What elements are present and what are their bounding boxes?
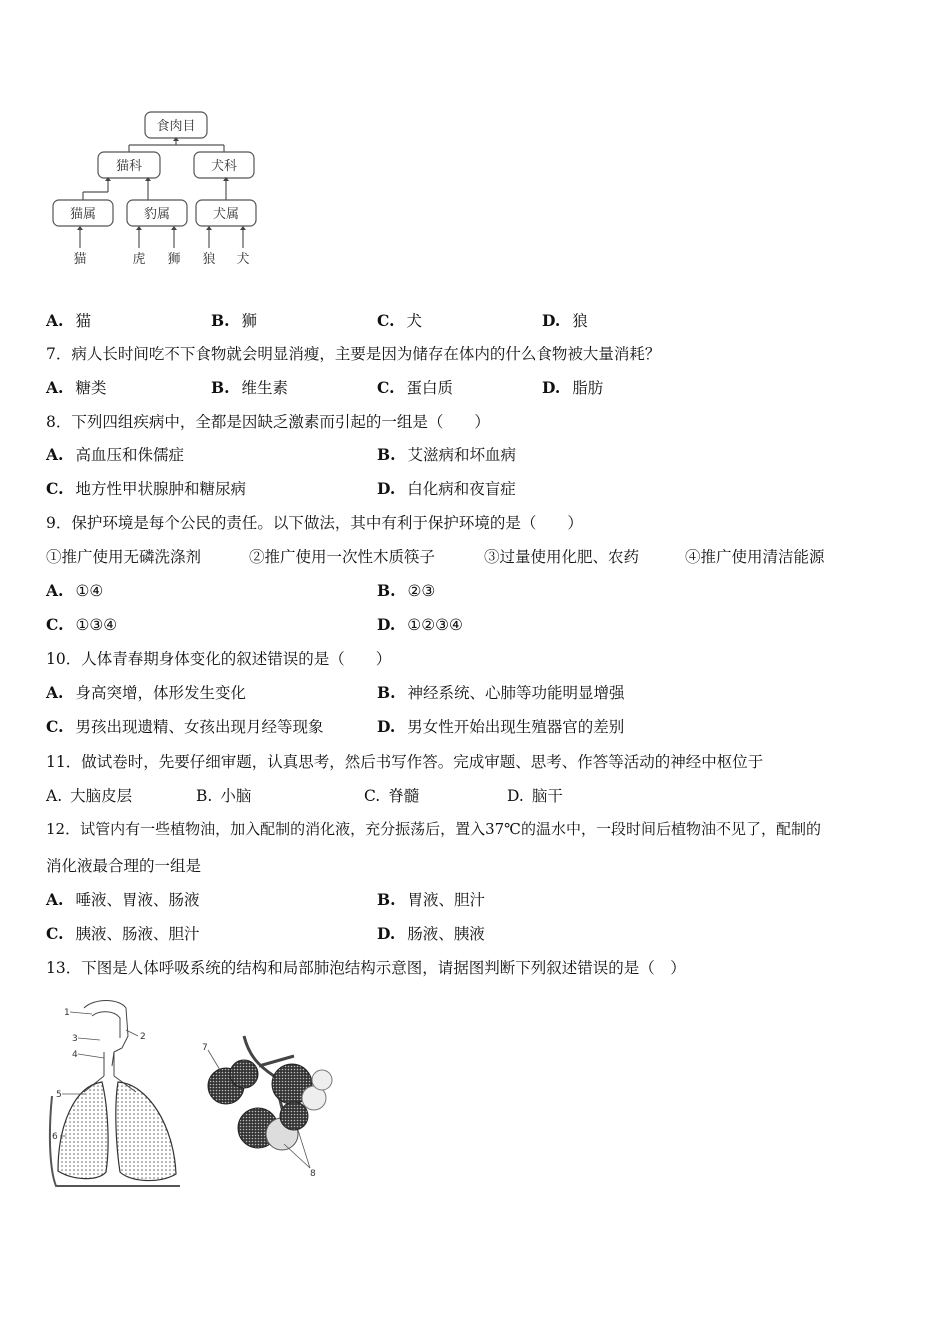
- figure-label-2: 2: [140, 1032, 146, 1042]
- q9-option-a-label: A.: [46, 581, 64, 600]
- q9-option-b: [377, 581, 435, 601]
- q12-option-a: [46, 890, 199, 910]
- tree-genus-panthera-label: 豹属: [143, 207, 171, 222]
- q8-option-d-text: 白化病和夜盲症: [407, 480, 516, 498]
- q9-item-4: ④推广使用清洁能源: [685, 548, 825, 566]
- q12-option-a-text: 唾液、胃液、肠液: [75, 891, 200, 909]
- q7-option-c-label: C.: [377, 378, 395, 397]
- q12-stem-line2: 消化液最合理的一组是: [46, 857, 202, 875]
- q11-option-b-label: B.: [196, 787, 213, 805]
- q12-option-d: [377, 924, 485, 944]
- q6-option-a-text: 猫: [75, 312, 91, 330]
- q11-option-c: [364, 786, 419, 806]
- q6-option-b-text: 狮: [241, 312, 258, 330]
- q7-stem: 7．病人长时间吃不下食物就会明显消瘦，主要是因为储存在体内的什么食物被大量消耗？: [46, 345, 661, 363]
- figure-label-6: 6: [52, 1132, 58, 1142]
- q11-option-a: [46, 786, 132, 806]
- q12-option-c-label: C.: [46, 924, 64, 943]
- taxonomy-tree-figure: [48, 108, 263, 268]
- tree-family-cat-label: 猫科: [115, 159, 143, 174]
- q12-option-b: [377, 890, 485, 910]
- q10-stem: 10．人体青春期身体变化的叙述错误的是（ ）: [46, 650, 392, 668]
- q6-option-c-text: 犬: [406, 312, 422, 330]
- q11-option-d: [507, 786, 563, 806]
- q7-option-d-text: 脂肪: [572, 379, 604, 397]
- q7-option-b-label: B.: [211, 378, 230, 397]
- q11-option-d-label: D.: [507, 787, 524, 805]
- q10-option-d-label: D.: [377, 717, 396, 736]
- q9-option-c-text: ①③④: [75, 616, 118, 634]
- q13-stem: 13．下图是人体呼吸系统的结构和局部肺泡结构示意图，请据图判断下列叙述错误的是（ ）: [46, 959, 686, 977]
- q8-option-b: [377, 445, 516, 465]
- q12-option-c-text: 胰液、肠液、胆汁: [75, 925, 200, 943]
- q6-option-b: [211, 311, 257, 331]
- q7-option-a-label: A.: [46, 378, 64, 397]
- tree-species-cat: 猫: [73, 252, 87, 267]
- figure-label-1: 1: [64, 1008, 70, 1018]
- respiratory-system-figure: [44, 996, 344, 1196]
- tree-species-wolf: 狼: [202, 252, 216, 267]
- q10-option-d-text: 男女性开始出现生殖器官的差别: [407, 718, 625, 736]
- q10-option-b-label: B.: [377, 683, 396, 702]
- tree-genus-canis-label: 犬属: [212, 207, 240, 222]
- q8-option-a-text: 高血压和侏儒症: [75, 446, 184, 464]
- q12-option-a-label: A.: [46, 890, 64, 909]
- q8-option-b-text: 艾滋病和坏血病: [407, 446, 517, 464]
- q12-stem-line1: 12．试管内有一些植物油，加入配制的消化液，充分振荡后，置入37℃的温水中，一段时间后植物油不见了，配制的: [46, 820, 821, 838]
- q10-option-c-text: 男孩出现遗精、女孩出现月经等现象: [75, 718, 324, 736]
- q6-option-a-label: A.: [46, 311, 64, 330]
- q11-option-a-text: 大脑皮层: [70, 787, 133, 805]
- alveoli-drawing: [208, 1036, 332, 1150]
- q6-option-a: [46, 311, 91, 331]
- q9-option-d: [377, 615, 463, 635]
- q8-option-c-label: C.: [46, 479, 64, 498]
- q11-stem: 11．做试卷时，先要仔细审题，认真思考，然后书写作答。完成审题、思考、作答等活动的神经中枢位于: [46, 753, 764, 771]
- q9-stem: 9．保护环境是每个公民的责任。以下做法，其中有利于保护环境的是（ ）: [46, 514, 583, 532]
- q9-item-3: ③过量使用化肥、农药: [484, 548, 640, 566]
- figure-label-5: 5: [56, 1090, 62, 1100]
- q7-option-d: [542, 378, 603, 398]
- q7-option-b-text: 维生素: [241, 379, 289, 397]
- q12-option-c: [46, 924, 199, 944]
- q9-item-1: ①推广使用无磷洗涤剂: [46, 548, 202, 566]
- q9-option-c-label: C.: [46, 615, 64, 634]
- q10-option-a: [46, 683, 246, 703]
- q9-option-a: [46, 581, 103, 601]
- q11-option-b-text: 小脑: [220, 787, 252, 805]
- q12-option-d-text: 肠液、胰液: [407, 925, 485, 943]
- q8-option-d: [377, 479, 516, 499]
- tree-species-dog: 犬: [236, 252, 250, 267]
- q12-option-b-text: 胃液、胆汁: [407, 891, 486, 909]
- q8-option-a-label: A.: [46, 445, 64, 464]
- q8-stem: 8．下列四组疾病中，全都是因缺乏激素而引起的一组是（ ）: [46, 413, 490, 431]
- left-lung-drawing: [58, 1082, 108, 1179]
- q10-option-b: [377, 683, 625, 703]
- q9-option-d-text: ①②③④: [407, 616, 463, 634]
- tree-genus-cat-label: 猫属: [69, 207, 97, 222]
- q7-option-a-text: 糖类: [75, 379, 107, 397]
- q11-option-c-label: C.: [364, 787, 381, 805]
- q11-option-c-text: 脊髓: [388, 787, 420, 805]
- q9-option-a-text: ①④: [75, 582, 104, 600]
- tree-family-dog-label: 犬科: [210, 159, 238, 174]
- q8-option-a: [46, 445, 184, 465]
- q7-option-b: [211, 378, 288, 398]
- figure-label-7: 7: [202, 1043, 208, 1053]
- q12-option-d-label: D.: [377, 924, 396, 943]
- q6-option-d-text: 狼: [572, 312, 588, 330]
- q10-option-a-text: 身高突增，体形发生变化: [75, 684, 246, 702]
- q9-option-b-label: B.: [377, 581, 396, 600]
- figure-label-3: 3: [72, 1034, 78, 1044]
- q12-option-b-label: B.: [377, 890, 396, 909]
- figure-label-8: 8: [310, 1169, 316, 1179]
- q11-option-d-text: 脑干: [531, 787, 563, 805]
- q11-option-b: [196, 786, 251, 806]
- q10-option-c-label: C.: [46, 717, 64, 736]
- q7-option-d-label: D.: [542, 378, 561, 397]
- q6-option-d: [542, 311, 588, 331]
- q8-option-b-label: B.: [377, 445, 396, 464]
- q10-option-c: [46, 717, 323, 737]
- q11-option-a-label: A.: [46, 787, 63, 805]
- q7-option-a: [46, 378, 106, 398]
- figure-label-4: 4: [72, 1050, 78, 1060]
- q9-option-b-text: ②③: [407, 582, 436, 600]
- tree-order-label: 食肉目: [156, 119, 196, 134]
- q7-option-c-text: 蛋白质: [406, 379, 453, 397]
- q9-option-c: [46, 615, 117, 635]
- q6-option-c-label: C.: [377, 311, 395, 330]
- q6-option-d-label: D.: [542, 311, 561, 330]
- q6-option-c: [377, 311, 422, 331]
- q9-item-2: ②推广使用一次性木质筷子: [249, 548, 436, 566]
- tree-species-lion: 狮: [167, 252, 181, 267]
- q8-option-c-text: 地方性甲状腺肿和糖尿病: [75, 480, 246, 498]
- q9-option-d-label: D.: [377, 615, 396, 634]
- q7-option-c: [377, 378, 453, 398]
- q10-option-d: [377, 717, 624, 737]
- q10-option-a-label: A.: [46, 683, 64, 702]
- q8-option-d-label: D.: [377, 479, 396, 498]
- q6-option-b-label: B.: [211, 311, 230, 330]
- tree-species-tiger: 虎: [132, 252, 146, 267]
- q8-option-c: [46, 479, 246, 499]
- right-lung-drawing: [116, 1082, 176, 1181]
- q10-option-b-text: 神经系统、心肺等功能明显增强: [407, 684, 625, 702]
